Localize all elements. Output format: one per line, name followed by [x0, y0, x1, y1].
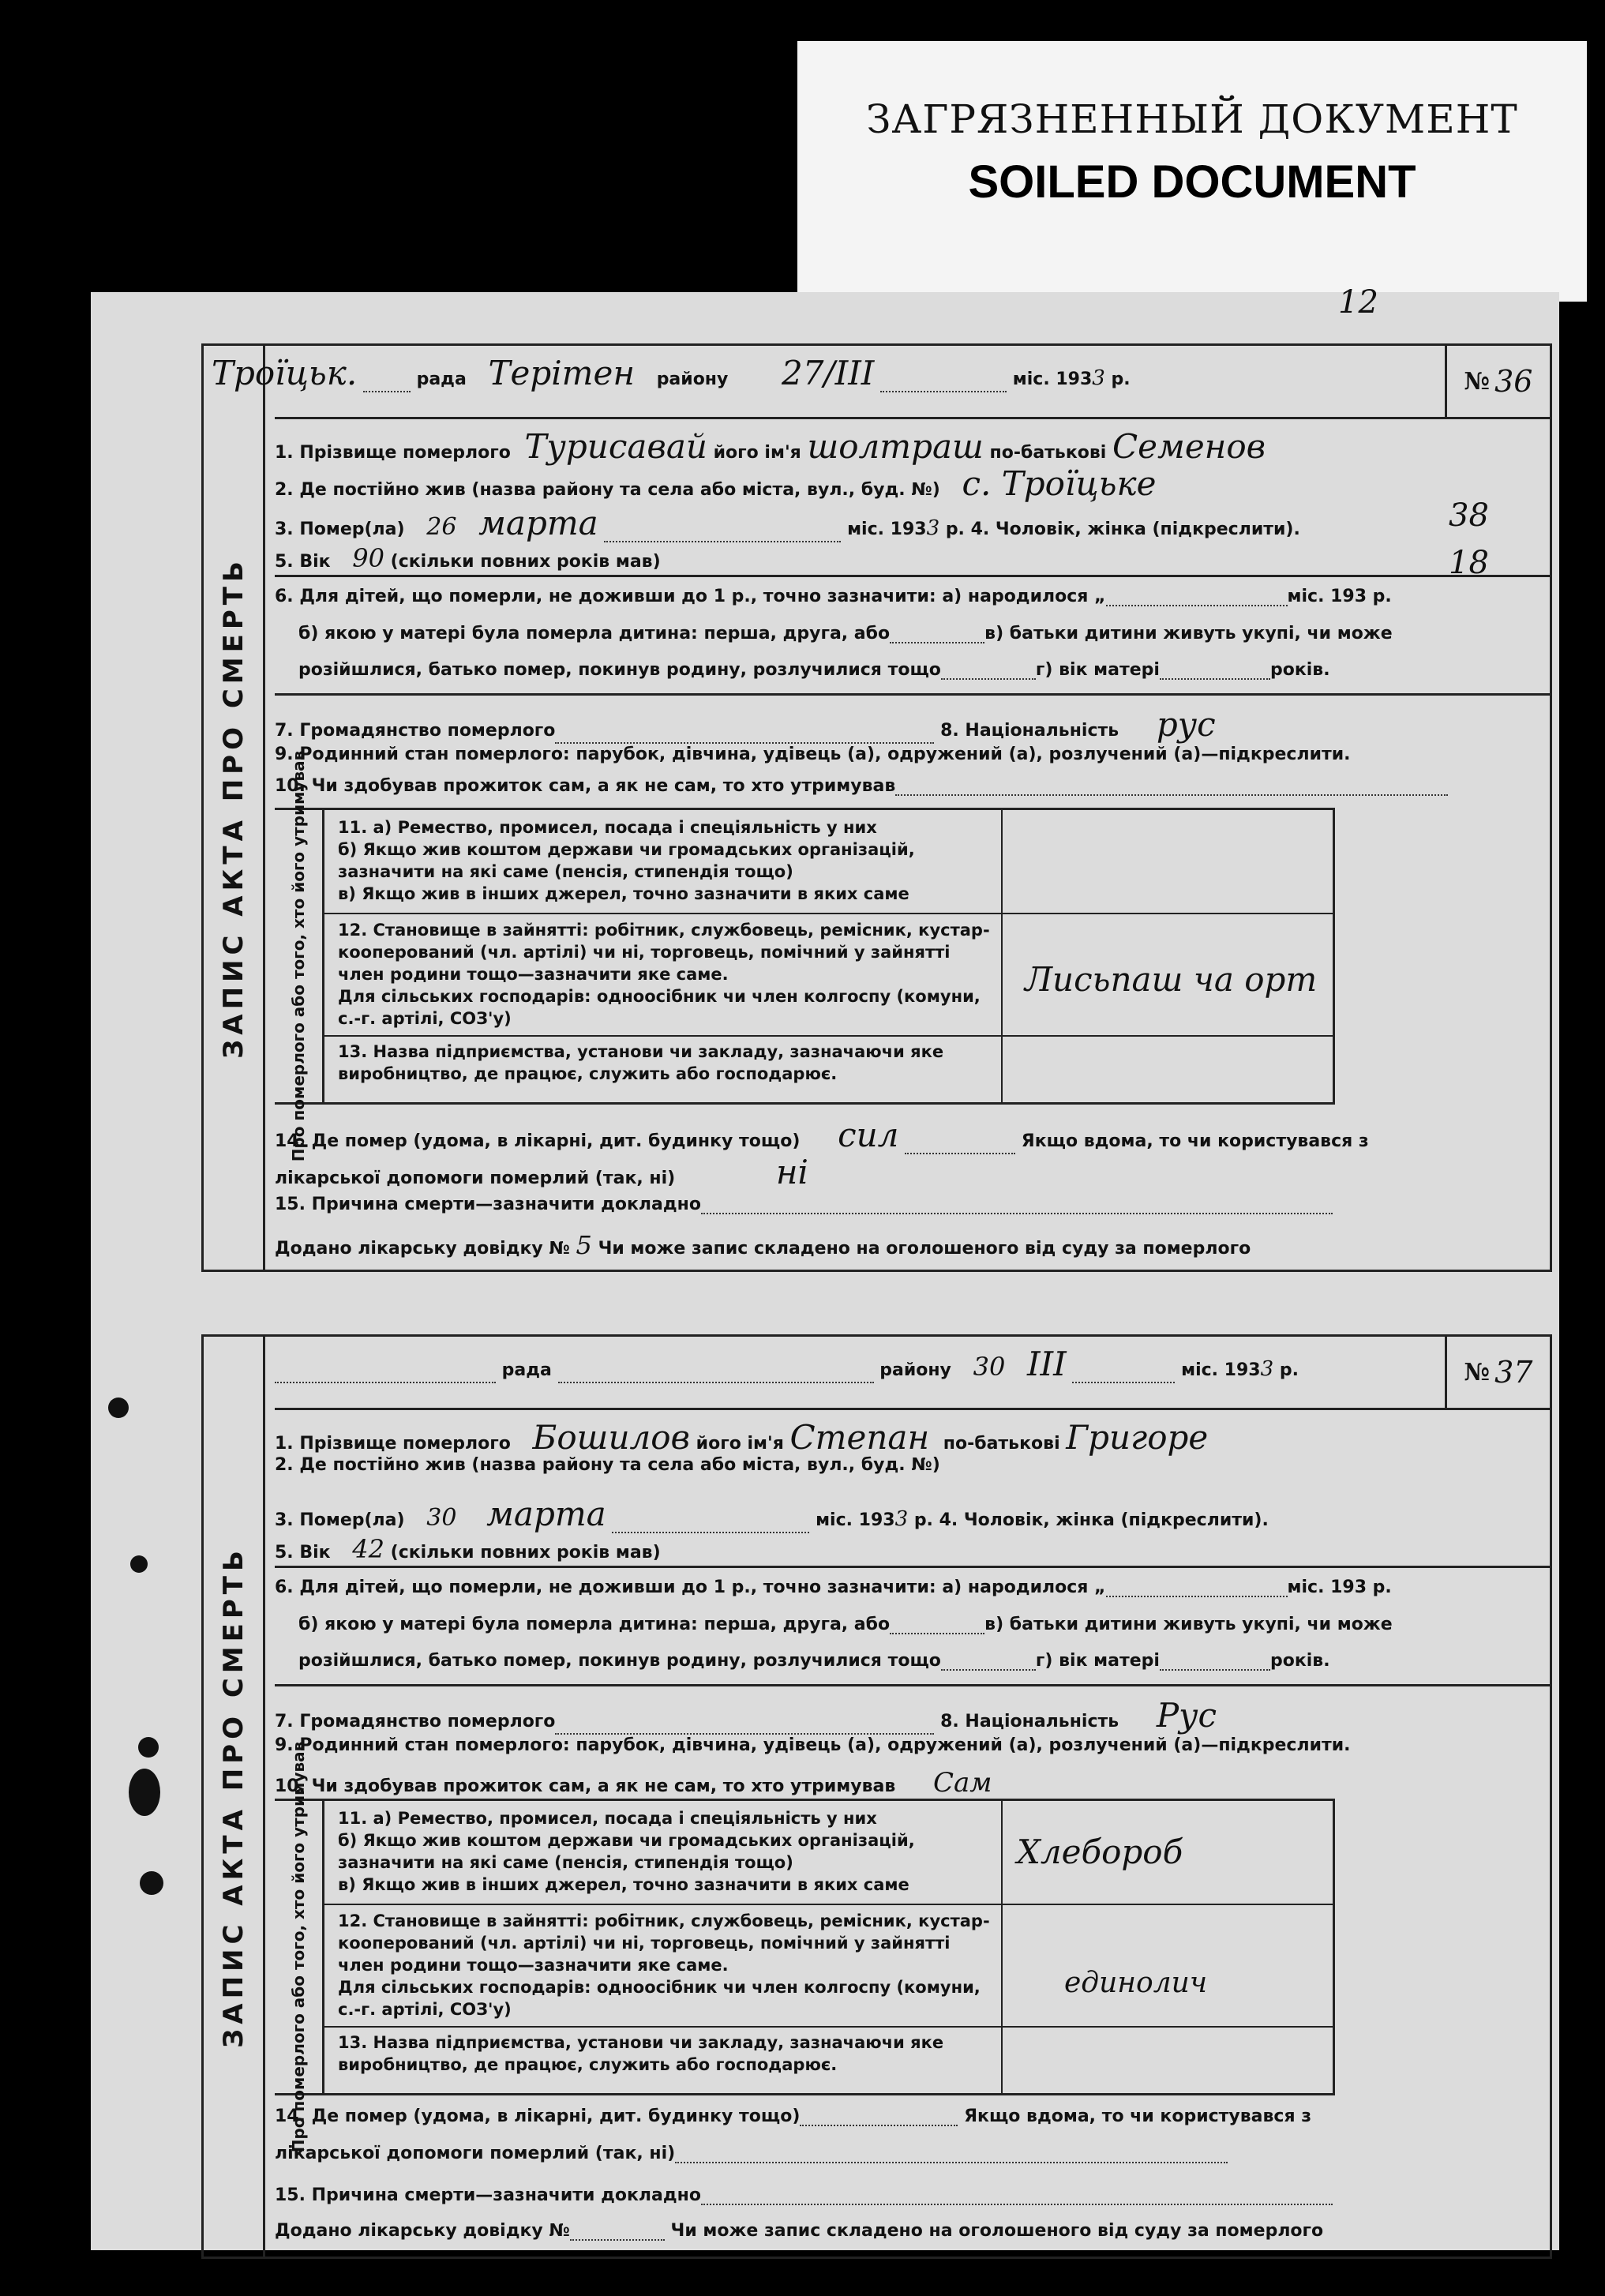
- occupation: Хлебороб: [1017, 1833, 1183, 1871]
- death-day: 30: [426, 1504, 457, 1532]
- supporter: Сам: [932, 1767, 992, 1799]
- deceased-age: 90: [352, 543, 384, 573]
- sheet-number-top: 12: [1338, 284, 1378, 321]
- occupation-subsection: Про померлого або того, хто його утримував 11. а) Ремество, промисел, посада і спеціяльність у них б) Якщо жив коштом держави чи громадських організацій, зазначити на які саме (пенсія, стипендія тощо) в) Якщо жив в інших джерел, точно зазначити в яких саме 12. Становище в зайнятті: робітник, службовець, ремісник, кустар-кооперований (чл. артілі) чи ні, торговець, помічний у зайнятті член родини тощо—зазначити яке саме. Для сільських господарів: одноосібник чи член колгоспу (комуни, с.-г. артілі, СОЗ'у) 13. Назва підприємства, установи чи закладу, зазначаючи яке виробництво, де працює, служить або господарює. Лисьпаш ча орт: [275, 808, 1335, 1105]
- record-number-box: № 37: [1445, 1334, 1552, 1410]
- punch-hole: [138, 1737, 159, 1758]
- deceased-age: 42: [352, 1534, 384, 1564]
- form-side-title: ЗАПИС АКТА ПРО СМЕРТЬ: [204, 1337, 265, 2257]
- place-of-death: сил: [838, 1116, 899, 1154]
- record-month: III: [1026, 1345, 1067, 1383]
- sheet-mark-side-a: 38: [1449, 497, 1489, 534]
- punch-hole: [130, 1555, 148, 1573]
- occupation: Лисьпаш ча орт: [1025, 960, 1318, 999]
- deceased-first-name: шолтраш: [807, 427, 984, 466]
- archive-sheet: [91, 284, 1559, 2250]
- deceased-surname: Бошилов: [532, 1418, 690, 1457]
- certificate-number: 5: [576, 1230, 592, 1260]
- occupation-subsection: Про померлого або того, хто його утримував 11. а) Ремество, промисел, посада і спеціяльність у них б) Якщо жив коштом держави чи громадських організацій, зазначити на які саме (пенсія, стипендія тощо) в) Якщо жив в інших джерел, точно зазначити в яких саме 12. Становище в зайнятті: робітник, службовець, ремісник, кустар-кооперований (чл. артілі) чи ні, торговець, помічний у зайнятті член родини тощо—зазначити яке саме. Для сільських господарів: одноосібник чи член колгоспу (комуни, с.-г. артілі, СОЗ'у) 13. Назва підприємства, установи чи закладу, зазначаючи яке виробництво, де працює, служить або господарює. Хлебороб единолич: [275, 1799, 1335, 2095]
- nationality: рус: [1156, 705, 1216, 744]
- stamp-russian-text: ЗАГРЯЗНЕННЫЙ ДОКУМЕНТ: [866, 96, 1518, 142]
- deceased-patronymic: Семенов: [1112, 427, 1266, 466]
- deceased-patronymic: Григоре: [1066, 1418, 1209, 1457]
- form-side-title: ЗАПИС АКТА ПРО СМЕРТЬ: [204, 346, 265, 1270]
- death-day: 26: [426, 513, 457, 541]
- record-date: 30: [973, 1352, 1006, 1382]
- death-month: марта: [486, 1495, 606, 1533]
- farm-status: единолич: [1064, 1967, 1208, 1999]
- deceased-surname: Турисавай: [524, 427, 707, 466]
- nationality: Рус: [1156, 1696, 1217, 1735]
- death-record-form-1: ЗАПИС АКТА ПРО СМЕРТЬ № 36 Троїцьк. рада Терітен району 27/III міс. 1933 р. 1. Прізвище померлого Турисавай його ім'я шолтраш по-батькові Семенов 2. Де постійно жив (назва району та села або міста, вул., буд. №) с. Троїцьке 3. Помер(ла) 26 марта міс. 1933 р. 4. Чоловік, жінка (підкреслити). 5. Вік 90 (скільки повних років мав) 6. Для дітей, що померли, не доживши до 1 р., точно зазначити: а) народилося „ міс. 193 р. б) якою у матері була померла дитина: перша, друга, або в) батьки дитини живуть укупі, чи може розійшлися, батько помер, покинув родину, розлучилися тощо г) вік матері років. 7. Громадянство померлого 8. Національність рус 9. Родинний стан померлого: парубок, дівчина, удівець (а), одружений (а), розлучений (а)—підкреслити. 10. Чи здобував прожиток сам, а як не сам, то хто утримував Про померлого або того, хто його утримував 11. а) Ремество, промисел, посада і спеціяльність у них б) Якщо жив коштом держави чи громадських організацій, зазначити на які саме (пенсія, стипендія тощо) в) Якщо жив в інших джерел, точно зазначити в яких саме 12. Становище в зайнятті: робітник, службовець, ремісник, кустар-кооперований (чл. артілі) чи ні, торговець, помічний у зайнятті член родини тощо—зазначити яке саме. Для сільських господарів: одноосібник чи член колгоспу (комуни, с.-г. артілі, СОЗ'у) 13. Назва підприємства, установи чи закладу, зазначаючи яке виробництво, де працює, служить або господарює. Лисьпаш ча орт 14. Де помер (удома, в лікарні, дит. будинку тощо) сил Якщо вдома, то чи користувався з лікарської допомоги померлий (так, ні) ні 15. Причина смерти—зазначити докладно Додано лікарську довідку № 5 Чи може запис складено на оголошеного від суду за померлого: [201, 343, 1552, 1272]
- medical-help: ні: [775, 1153, 808, 1191]
- record-date: 27/III: [782, 354, 875, 392]
- soiled-document-stamp: [797, 41, 1587, 302]
- residence: с. Троїцьке: [962, 464, 1157, 503]
- record-number-box: № 36: [1445, 343, 1552, 419]
- village-name: Троїцьк.: [212, 354, 358, 392]
- stamp-english-text: SOILED DOCUMENT: [968, 156, 1416, 208]
- deceased-first-name: Степан: [789, 1418, 930, 1457]
- raion-name: Терітен: [488, 354, 636, 392]
- sheet-mark-side-b: 18: [1449, 545, 1489, 581]
- death-record-form-2: ЗАПИС АКТА ПРО СМЕРТЬ № 37 рада району 30 III міс. 1933 р. 1. Прізвище померлого Бошилов його ім'я Степан по-батькові Григоре 2. Де постійно жив (назва району та села або міста, вул., буд. №) 3. Помер(ла) 30 марта міс. 1933 р. 4. Чоловік, жінка (підкреслити). 5. Вік 42 (скільки повних років мав) 6. Для дітей, що померли, не доживши до 1 р., точно зазначити: а) народилося „ міс. 193 р. б) якою у матері була померла дитина: перша, друга, або в) батьки дитини живуть укупі, чи може розійшлися, батько помер, покинув родину, розлучилися тощо г) вік матері років. 7. Громадянство померлого 8. Національність Рус 9. Родинний стан померлого: парубок, дівчина, удівець (а), одружений (а), розлучений (а)—підкреслити. 10. Чи здобував прожиток сам, а як не сам, то хто утримував Сам Про померлого або того, хто його утримував 11. а) Ремество, промисел, посада і спеціяльність у них б) Якщо жив коштом держави чи громадських організацій, зазначити на які саме (пенсія, стипендія тощо) в) Якщо жив в інших джерел, точно зазначити в яких саме 12. Становище в зайнятті: робітник, службовець, ремісник, кустар-кооперований (чл. артілі) чи ні, торговець, помічний у зайнятті член родини тощо—зазначити яке саме. Для сільських господарів: одноосібник чи член колгоспу (комуни, с.-г. артілі, СОЗ'у) 13. Назва підприємства, установи чи закладу, зазначаючи яке виробництво, де працює, служить або господарює. Хлебороб единолич 14. Де помер (удома, в лікарні, дит. будинку тощо) Якщо вдома, то чи користувався з лікарської допомоги померлий (так, ні) 15. Причина смерти—зазначити докладно Додано лікарську довідку № Чи може запис складено на оголошеного від суду за померлого: [201, 1334, 1552, 2259]
- punch-hole: [140, 1871, 163, 1895]
- death-month: марта: [478, 504, 598, 542]
- punch-hole: [129, 1769, 160, 1816]
- punch-hole: [108, 1397, 129, 1418]
